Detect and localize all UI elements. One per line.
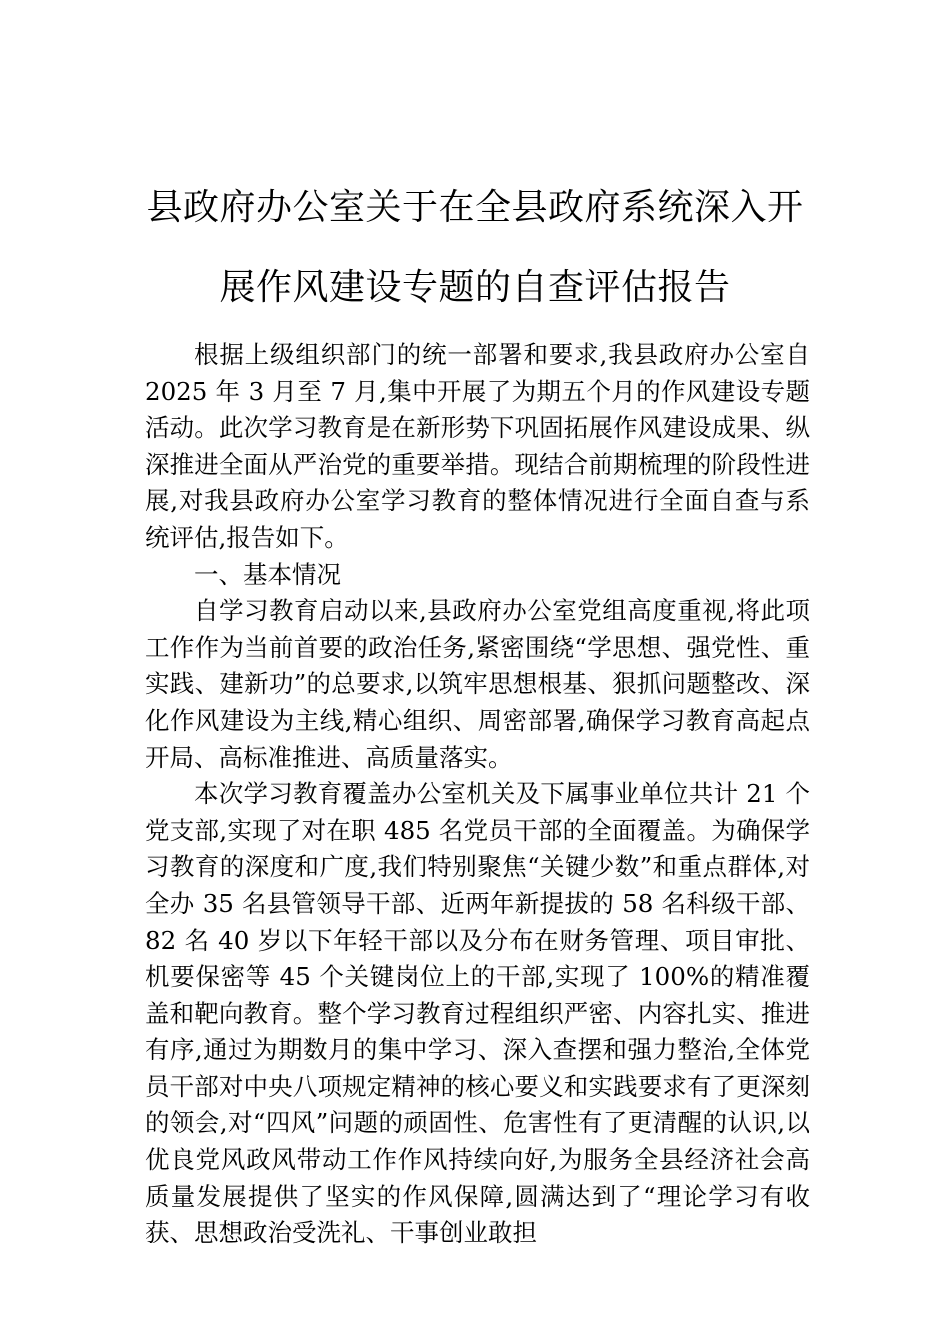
body-paragraph: 自学习教育启动以来,县政府办公室党组高度重视,将此项工作作为当前首要的政治任务,紧密围绕“学思想、强党性、重实践、建新功”的总要求,以筑牢思想根基、狠抓问题整改、深化作风建设为主线,精心组织、周密部署,确保学习教育高起点开局、高标准推进、高质量落实。 bbox=[145, 596, 810, 772]
document-body bbox=[145, 337, 810, 1252]
document-title bbox=[130, 168, 820, 328]
title-line-2: 展作风建设专题的自查评估报告 bbox=[219, 267, 731, 308]
title-line-1: 县政府办公室关于在全县政府系统深入开 bbox=[146, 187, 804, 228]
intro-paragraph: 根据上级组织部门的统一部署和要求,我县政府办公室自 2025 年 3 月至 7 月,集中开展了为期五个月的作风建设专题活动。此次学习教育是在新形势下巩固拓展作风建设成果、纵深推进全面从严治党的重要举措。现结合前期梳理的阶段性进展,对我县政府办公室学习教育的整体情况进行全面自查与系统评估,报告如下。 bbox=[145, 340, 810, 552]
section-heading-basic-situation: 一、基本情况 bbox=[194, 559, 341, 589]
body-paragraph: 本次学习教育覆盖办公室机关及下属事业单位共计 21 个党支部,实现了对在职 485 名党员干部的全面覆盖。为确保学习教育的深度和广度,我们特别聚焦“关键少数”和重点群体,对全办 35 名县管领导干部、近两年新提拔的 58 名科级干部、82 名 40 岁以下年轻干部以及分布在财务管理、项目审批、机要保密等 45 个关键岗位上的干部,实现了 100%的精准覆盖和靶向教育。整个学习教育过程组织严密、内容扎实、推进有序,通过为期数月的集中学习、深入查摆和强力整治,全体党员干部对中央八项规定精神的核心要义和实践要求有了更深刻的领会,对“四风”问题的顽固性、危害性有了更清醒的认识,以优良党风政风带动工作作风持续向好,为服务全县经济社会高质量发展提供了坚实的作风保障,圆满达到了“理论学习有收获、思想政治受洗礼、干事创业敢担 bbox=[145, 779, 810, 1248]
